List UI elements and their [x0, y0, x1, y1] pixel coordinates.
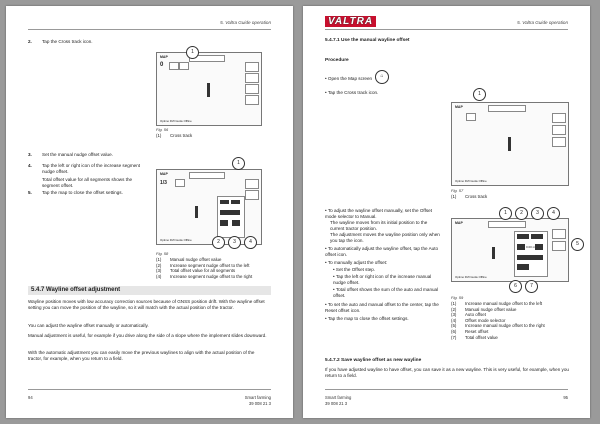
- step: 3. Set the manual nudge offset value.: [28, 152, 113, 157]
- footer-rule: [325, 389, 568, 390]
- section-heading: 5.4.7 Wayline offset adjustment: [28, 286, 271, 295]
- step: 5. Tap the map to close the offset settings.: [28, 190, 123, 195]
- sub-bullet: • Tap the left or right icon of the increase manual nudge offset.: [333, 274, 432, 285]
- map-screen-manual-offset: MAP 0.00 m Optimo FMI Guide Offline: [451, 218, 569, 282]
- figure-caption: Fig. 56: [156, 127, 169, 132]
- page-header: 5. Valtra Guide operation: [220, 20, 271, 25]
- paragraph: If you have adjusted wayline to have offset, you can save it as a new wayline. This is very useful, for example, when you return to a field.: [325, 367, 569, 378]
- reset-offset-button[interactable]: [517, 264, 529, 270]
- left-page: 5. Valtra Guide operation 2. Tap the Cross track icon. MAP 0 Optimo FMI Guide Offline 1 Fig. 56 (1) Cross track 3. Set the manual nudge offset value. 4. Tap the left or right icon of the increase segment nudge offset. Total offset value for all segments shows the segment offset. 5. Tap the map to close the offset settings. MAP 1/3 Optimo FMI Guide Offline 1 2 3 4 Fig. 58 (1) Manual nudge offset value (2) Increase segment nudge offset to the left (3) Total offset value for all segments (4) Increase segment nudge offset to the right 5.4.7 Wayline offset adjustment Wayline position moves with low accuracy correction sources because of GNSS position drift. With the wayline offset setting you can move the position of the wayline, so it will match with the actual position of the tractor. You can adjust the wayline offset manually or automatically. Manual adjustment is useful, for example if you drive along the side of a slope where the implement slides downward. With the automatic adjustment you can easily move the previous waylines to align with the actual position of the tractor, for example, when you return to a field. 94 Smart farming 39 008 21 3: [6, 6, 293, 418]
- increase-left-button[interactable]: [517, 244, 525, 250]
- figure-legend: (1) Increase manual nudge offset to the left (2) Manual nudge offset value (3) Auto offset (4) Offset mode selector (5) Increase manual nudge offset to the right (6) Reset offset (7) Total offset value: [451, 301, 545, 340]
- callout-2: 2: [212, 236, 225, 249]
- total-offset-value: [517, 255, 543, 260]
- bullet: • To set the auto and manual offset to the center, tap the Reset offset icon.: [325, 302, 439, 313]
- figure-legend: (1) Manual nudge offset value (2) Increase segment nudge offset to the left (3) Total offset value for all segments (4) Increase segment nudge offset to the right: [156, 257, 253, 279]
- figure-caption: Fig. 57: [451, 188, 464, 193]
- callout-1: 1: [499, 207, 512, 220]
- subsection-heading: 5.4.7.2 Save wayline offset as new wayline: [325, 358, 422, 363]
- tractor-icon: [492, 247, 495, 259]
- tractor-icon: [195, 206, 198, 218]
- header-rule: [28, 29, 271, 30]
- bullet: • To manually adjust the offset:: [325, 260, 388, 265]
- bullet: • Open the Map screen: [325, 76, 373, 81]
- map-screen-icon: ⌂: [375, 70, 389, 84]
- paragraph: With the automatic adjustment you can easily move the previous waylines to align with the actual position of the tractor, for example, when you return to a field.: [28, 350, 255, 361]
- footer-rule: [28, 389, 271, 390]
- map-screen-cross-track: MAP 0 Optimo FMI Guide Offline: [156, 52, 262, 126]
- tractor-icon: [508, 137, 511, 151]
- callout-1: 1: [473, 88, 486, 101]
- footer-doc: Smart farming: [325, 394, 352, 400]
- paragraph: Wayline position moves with low accuracy correction sources because of GNSS position drift. With the wayline offset setting you can move the position of the wayline, so it will match with the actual position of the tractor.: [28, 299, 265, 310]
- callout-3: 3: [228, 236, 241, 249]
- step: 4. Tap the left or right icon of the increase segment nudge offset.: [28, 163, 141, 174]
- increase-right-button[interactable]: [232, 220, 240, 226]
- footer-doc: Smart farming: [244, 394, 271, 400]
- callout-2: 2: [515, 207, 528, 220]
- paragraph: Manual adjustment is useful, for example if you drive along the side of a slope where the implement slides downward.: [28, 333, 267, 338]
- bullet: • To adjust the wayline offset manually, set the Offset mode selector to Manual.: [325, 208, 432, 219]
- offset-mode-selector[interactable]: [531, 234, 543, 239]
- callout-5: 5: [571, 238, 584, 251]
- auto-offset-button[interactable]: [517, 234, 529, 239]
- bullet: • To automatically adjust the wayline offset, tap the Auto offset icon.: [325, 246, 439, 257]
- increase-right-button[interactable]: [535, 244, 543, 250]
- callout-4: 4: [244, 236, 257, 249]
- footer-code: 39 008 21 3: [325, 400, 348, 406]
- page-number: 95: [563, 394, 568, 400]
- bullet: • Tap the map to close the offset settings.: [325, 316, 409, 321]
- cross-track-icon[interactable]: [466, 113, 476, 121]
- figure-legend: (1) Cross track: [451, 194, 488, 199]
- figure-legend: (1) Cross track: [156, 133, 193, 138]
- callout-7: 7: [525, 280, 538, 293]
- bullet: • Tap the Cross track icon.: [325, 90, 379, 95]
- figure-caption: Fig. 59: [451, 295, 464, 300]
- bullet-note: The adjustment moves the wayline position only when you tap the icon.: [330, 232, 440, 243]
- header-rule: [325, 29, 568, 30]
- map-screen-offset-settings: MAP 1/3 Optimo FMI Guide Offline: [156, 169, 262, 245]
- map-screen-cross-track: MAP Optimo FMI Guide Offline: [451, 102, 569, 186]
- procedure-heading: Procedure: [325, 58, 349, 63]
- subsection-heading: 5.4.7.1 Use the manual wayline offset: [325, 38, 410, 43]
- callout-4: 4: [547, 207, 560, 220]
- page-header: 5. Valtra Guide operation: [517, 20, 568, 25]
- paragraph: You can adjust the wayline offset manually or automatically.: [28, 323, 149, 328]
- increase-left-button[interactable]: [220, 220, 228, 226]
- tractor-icon: [207, 83, 210, 97]
- callout-3: 3: [531, 207, 544, 220]
- callout-1: 1: [232, 157, 245, 170]
- bullet-note: The wayline moves from its initial position to the current tractor position.: [330, 220, 428, 231]
- callout-6: 6: [509, 280, 522, 293]
- callout-1: 1: [186, 46, 199, 59]
- sub-bullet: • Set the Offset step.: [333, 267, 376, 272]
- footer-code: 39 008 21 3: [248, 400, 271, 406]
- figure-caption: Fig. 58: [156, 251, 169, 256]
- page-number: 94: [28, 394, 33, 400]
- sub-bullet: • Total offset shows the sum of the auto and manual offset.: [333, 287, 439, 298]
- right-page: [303, 6, 590, 418]
- cross-track-icon[interactable]: [169, 62, 179, 70]
- step: Total offset value for all segments shows the segment offset.: [42, 177, 133, 188]
- valtra-logo: VALTRA: [325, 16, 376, 27]
